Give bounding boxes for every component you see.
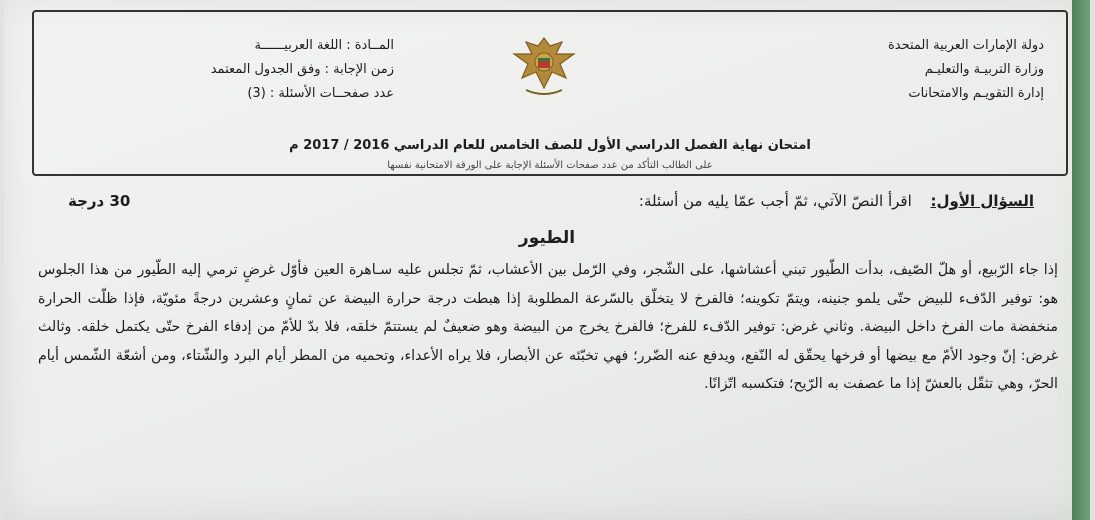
exam-header: [32, 10, 1068, 176]
background-edge: [1072, 0, 1090, 520]
question-label: السؤال الأول:: [930, 192, 1034, 210]
question-instruction: اقرأ النصّ الآتي، ثمّ أجب عمّا يليه من أسئلة:: [638, 192, 912, 210]
pages-line: عدد صفحــات الأسئلة : (3): [247, 86, 394, 101]
subject-line: المــادة : اللغة العربيــــــة: [254, 38, 394, 53]
ministry-info: [784, 34, 1044, 106]
passage-title: الطيور: [518, 228, 576, 248]
department-line: إدارة التقويـم والامتحانات: [908, 86, 1044, 101]
exam-note: على الطالب التأكد من عدد صفحات الأسئلة الإجابة على الورقة الامتحانية نفسها: [387, 160, 713, 171]
exam-info: [94, 34, 394, 106]
exam-title: امتحان نهاية الفصل الدراسي الأول للصف الخامس للعام الدراسي 2016 / 2017 م: [289, 138, 811, 153]
question-score: 30 درجة: [68, 192, 131, 210]
country-line: دولة الإمارات العربية المتحدة: [887, 38, 1044, 53]
uae-emblem-icon: [504, 32, 584, 102]
passage-text: [38, 256, 1058, 399]
time-line: زمن الإجابة : وفق الجدول المعتمد: [210, 62, 394, 77]
ministry-line: وزارة التربيـة والتعليـم: [924, 62, 1044, 77]
question-header: [639, 192, 1034, 210]
exam-paper: [4, 0, 1090, 520]
passage-paragraph: إذا جاء الرّبيع، أو هلّ الصّيف، بدأت الطّيور تبني أعشاشها، على الشّجر، وفي الرّمل بين الأعشاب، ثمّ تجلس عليه سـاهرة العين فأوّل غرضٍ ترمي إليه الطّيور من هذا الجلوس هو: توفير الدّفء للبيض حتّى يلمو جنينه، ويتمّ تكوينه؛ فالفرخ لا يتخلّق بالسّرعة المطلوبة إذا هبطت درجة حرارة البيضة عن ثمانٍ وعشرين درجةً مئويّة، فإذا ظلّت الحرارة منخفضة مات الفرخ داخل البيضة. وثاني غرض: توفير الدّفء للفرخ؛ فالفرخ يخرج من البيضة وهو ضعيفٌ لم يستتمّ خلقه، فلا بدّ للأمّ من إدفاء الفرخ حتّى يكتمل خلقه. وثالث غرض: إنّ وجود الأمّ مع بيضها أو فرخها يحقّق له النّفع، ويدفع عنه الضّرر؛ فهي تخبّئه عن الأبصار، فلا يراه الأعداء، وتحميه من المطر أيام البرد والشّتاء، ومن أشعّة الشّمس أيام الحرّ، وهي تثقّل بالعشّ إذا ما عصفت به الرّيح؛ فتكسبه اتّزانًا.: [38, 262, 1058, 392]
